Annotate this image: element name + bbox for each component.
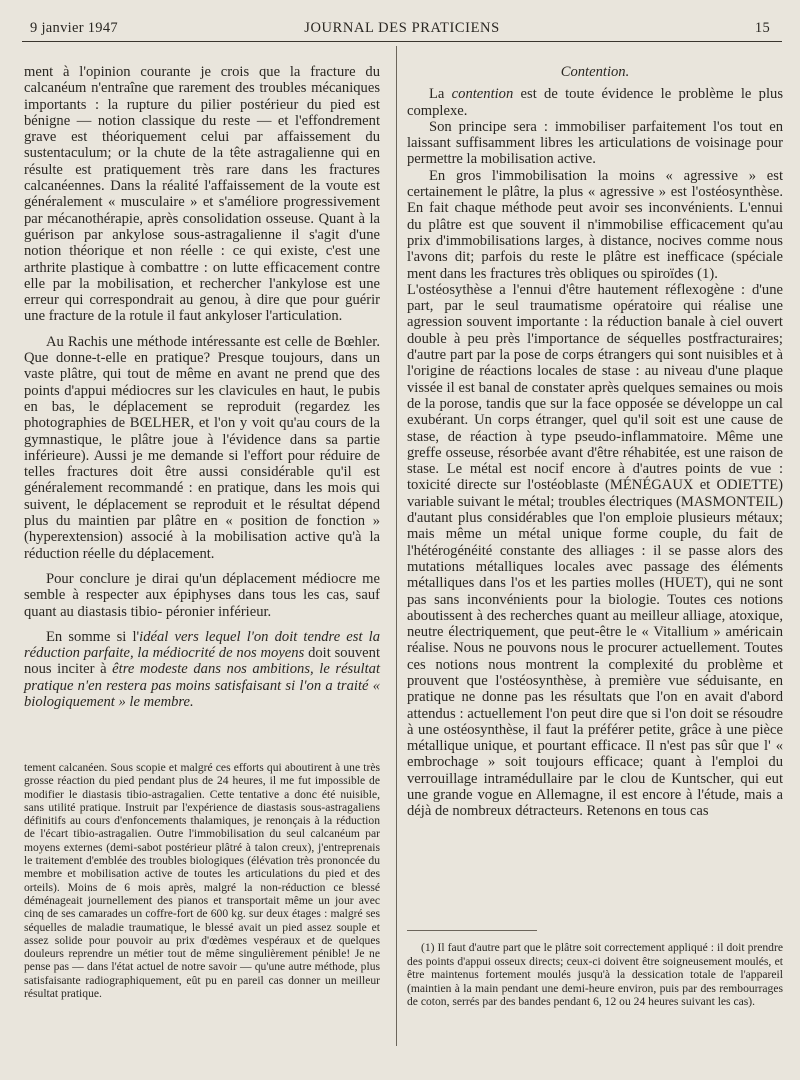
paragraph-rachis: Au Rachis une méthode intéressante est celle de Bœhler. Que donne-t-elle en pratique? Presque toujours, dans un vaste plâtre, qui tout de même en avant ne prend que des points d'appui médiocres sur les clavicules en haut, le pubis en bas, le déplacement se reproduit (regardez les photographies de BŒLHER, et l'on y voit qu'au cours de la gymnastique, le plâtre joue à l'évidence dans sa partie inférieure). Aussi je me demande si l'effort pour réduire de telles fractures doit être aussi considérable qu'il est généralement recommandé : en pratique, dans les mois qui suivent, le déplacement se reproduit et le résultat dépend plus du maintien par plâtre en « position de fonction » (hyperextension) associé à la mobilisation active qu'à la réduction réelle du déplacement.: [24, 333, 380, 562]
column-divider: [396, 46, 397, 1046]
contention-start: La: [429, 86, 452, 103]
page-number: 15: [754, 20, 770, 36]
right-column: [407, 64, 783, 820]
en-somme-start: En somme si l': [46, 628, 140, 645]
paragraph-calcaneum: ment à l'opinion courante je crois que la fracture du calcanéum n'entraîne que rarement des troubles mécaniques importants : la rupture du pilier postérieur du pied est bénigne — notion classique du reste — et l'effondrement grave est théoriquement celui par affaissement du sustentaculum; or la chute de la tête astragalienne qui en résulte est pratiquement très rare dans les fractures calcanéennes. Dans la réalité l'affaissement de la voute est généralement « musculaire » et s'améliore progressivement par mécanothérapie, après consolidation osseuse. Quant à la guérison par ankylose sous-astragalienne il s'agit d'une notion théorique et non réelle : ce qui existe, c'est une arthrite plastique à combattre : on lutte efficacement contre elle par la mobilisation, et rechercher l'ankylose est une erreur qui correspondrait au genou, à dire que pour guérir une fracture de la rotule il faut ankyloser l'articulation.: [24, 64, 380, 325]
paragraph-conclusion-intro: Pour conclure je dirai qu'un déplacement médiocre me semble à respecter aux épiphyses dans tous les cas, sauf quant au diastasis tibio- péronier inférieur.: [24, 570, 380, 620]
paragraph-platre: En gros l'immobilisation la moins « agressive » est certainement le plâtre, la plus « agressive » est l'ostéosynthèse. En fait chaque méthode peut avoir ses inconvénients. L'ennui du plâtre est que souvent il n'immobilise efficacement qu'au prix d'immobilisations larges, à distance, nocives comme nous l'avons dit; parfois du reste le plâtre est inefficace (spéciale ment dans les fractures très obliques ou spiroïdes (1).: [407, 167, 783, 282]
case-report-note: tement calcanéen. Sous scopie et malgré ces efforts qui aboutirent à une très grosse réaction du pied pendant plus de 24 heures, il me fut impossible de modifier le diastasis tibio-astragalien. Cette tentative a donc été nuisible, sans utilité pratique. Instruit par l'expérience de diastasis sous-astragaliens définitifs au cours d'enfoncements thalamiques, je renonçais à la réduction de l'écart tibio-astragalien. Outre l'immobilisation du seul calcanéum par moyens externes (demi-sabot postérieur plâtré à talon creux), j'entreprenais le traitement d'emblée des troubles biologiques (élévation très prononcée du membre et mobilisation active de toutes les articulations du pied et des orteils). Moins de 6 mois après, malgré la non-réduction ce blessé déménageait journellement des pianos et transportait même un jour avec cinq de ses camarades un coffre-fort de 600 kg. sur deux étages : malgré ses séquelles de maladie traumatique, le blessé avait un pied assez souple et assez solide pour pouvoir au prix d'œdèmes vespéraux et de quelques douleurs reprendre un métier tout de même singulièrement pénible! Je ne pense pas — dans l'état actuel de notre savoir — qu'une autre méthode, plus satisfaisante radiographiquement, eût pu en pareil cas donner un meilleur résultat pratique.: [24, 761, 380, 1001]
en-somme-ideal: idéal vers lequel l'on doit tendre est la réduction parfaite, la médiocrité de nos moyens: [24, 628, 380, 662]
contention-term: contention: [451, 86, 514, 103]
footnote-rule: [407, 930, 537, 931]
issue-date: 9 janvier 1947: [30, 20, 118, 36]
contention-end: est de toute évidence le problème le plus complexe.: [407, 86, 783, 119]
running-header: [22, 16, 782, 38]
left-column: [24, 64, 380, 710]
en-somme-modeste: être modeste dans nos ambitions, le résultat pratique n'en restera pas moins satisfaisant si l'on a traité « biologiquement » le membre.: [24, 661, 380, 710]
footnote-1: (1) Il faut d'autre part que le plâtre soit correctement appliqué : il doit prendre des points d'appui osseux directs; ceux-ci doivent être soigneusement moulés, et être maintenus fortement moulés jusqu'à la dessication totale de l'appareil (maintien à la main pendant une demi-heure environ, puis par des rembourrages de coton, serrés par des bandes pendant 6, 12 ou 24 heures suivant les cas).: [407, 941, 783, 1009]
footnote: [407, 941, 783, 1009]
paragraph-principe: Son principe sera : immobiliser parfaitement l'os tout en laissant suffisamment libres les articulations de voisinage pour permettre la mobilisation active.: [407, 118, 783, 168]
paragraph-contention: [407, 86, 783, 119]
journal-title: JOURNAL DES PRATICIENS: [304, 20, 500, 36]
paragraph-osteosynthese: L'ostéosythèse a l'ennui d'être hautement réflexogène : d'une part, par le seul traumatisme opératoire qui réalise une agression souvent importante : la réduction banale à ciel ouvert double à peu près l'importance de séquelles postfracturaires; d'autre part par la pose de corps étrangers qui sont nuisibles et à l'origine de réactions locales de stase : au niveau d'une plaque vissée il est banal de constater après quelques semaines ou mois de la porose, tandis que sur la face opposée se développe un cal exubérant. Un corps étranger, quel qu'il soit est une cause de stase, de réaction à type pseudo-inflammatoire. Même une greffe osseuse, résorbée avant d'être réhabitée, est une raison de stase. Le métal est nocif encore à d'autres points de vue : toxicité directe sur l'ostéoblaste (MÉNÉGAUX et ODIETTE) variable suivant le métal; troubles électriques (MASMONTEIL) d'autant plus considérables que l'on emploie plusieurs métaux; mais même un métal unique forme couple, du fait de l'hétérogénéité constante des alliages : il se passe alors des mutations métalliques locales avec passage des éléments métalliques dans l'os et les parties molles (HUET), qui ne sont pas sans inconvénients pour la biologie. Toutes ces notions aboutissent à des recherches quant au meilleur alliage, atoxique, neutre électriquement, que peut-être le « Vitallium » américain réalise. Nous ne pouvons nous le procurer actuellement. Toutes ces notions nous montrent la complexité du problème et prouvent que l'ostéosynthèse, à première vue séduisante, en pratique ne donne pas les résultats que l'on en avait d'abord attendus : actuellement l'on peut dire que si l'on doit se résoudre à une ostéosynthèse, il faut la préférer petite, grâce à une pièce métallique unique, et pourtant efficace. Il n'est pas sûr que l' « embrochage » soit toujours efficace; quant à l'emploi du verrouillage intramédullaire par le clou de Kuntscher, qui eut une grande vogue en Allemagne, il est encore à l'étude, mais a déjà de nombreux détracteurs. Retenons en tous cas: [407, 281, 783, 820]
en-somme-middle: doit souvent nous inciter à: [24, 645, 380, 678]
paragraph-en-somme: [24, 629, 380, 710]
header-rule: [22, 41, 782, 42]
section-heading-contention: Contention.: [560, 64, 630, 80]
